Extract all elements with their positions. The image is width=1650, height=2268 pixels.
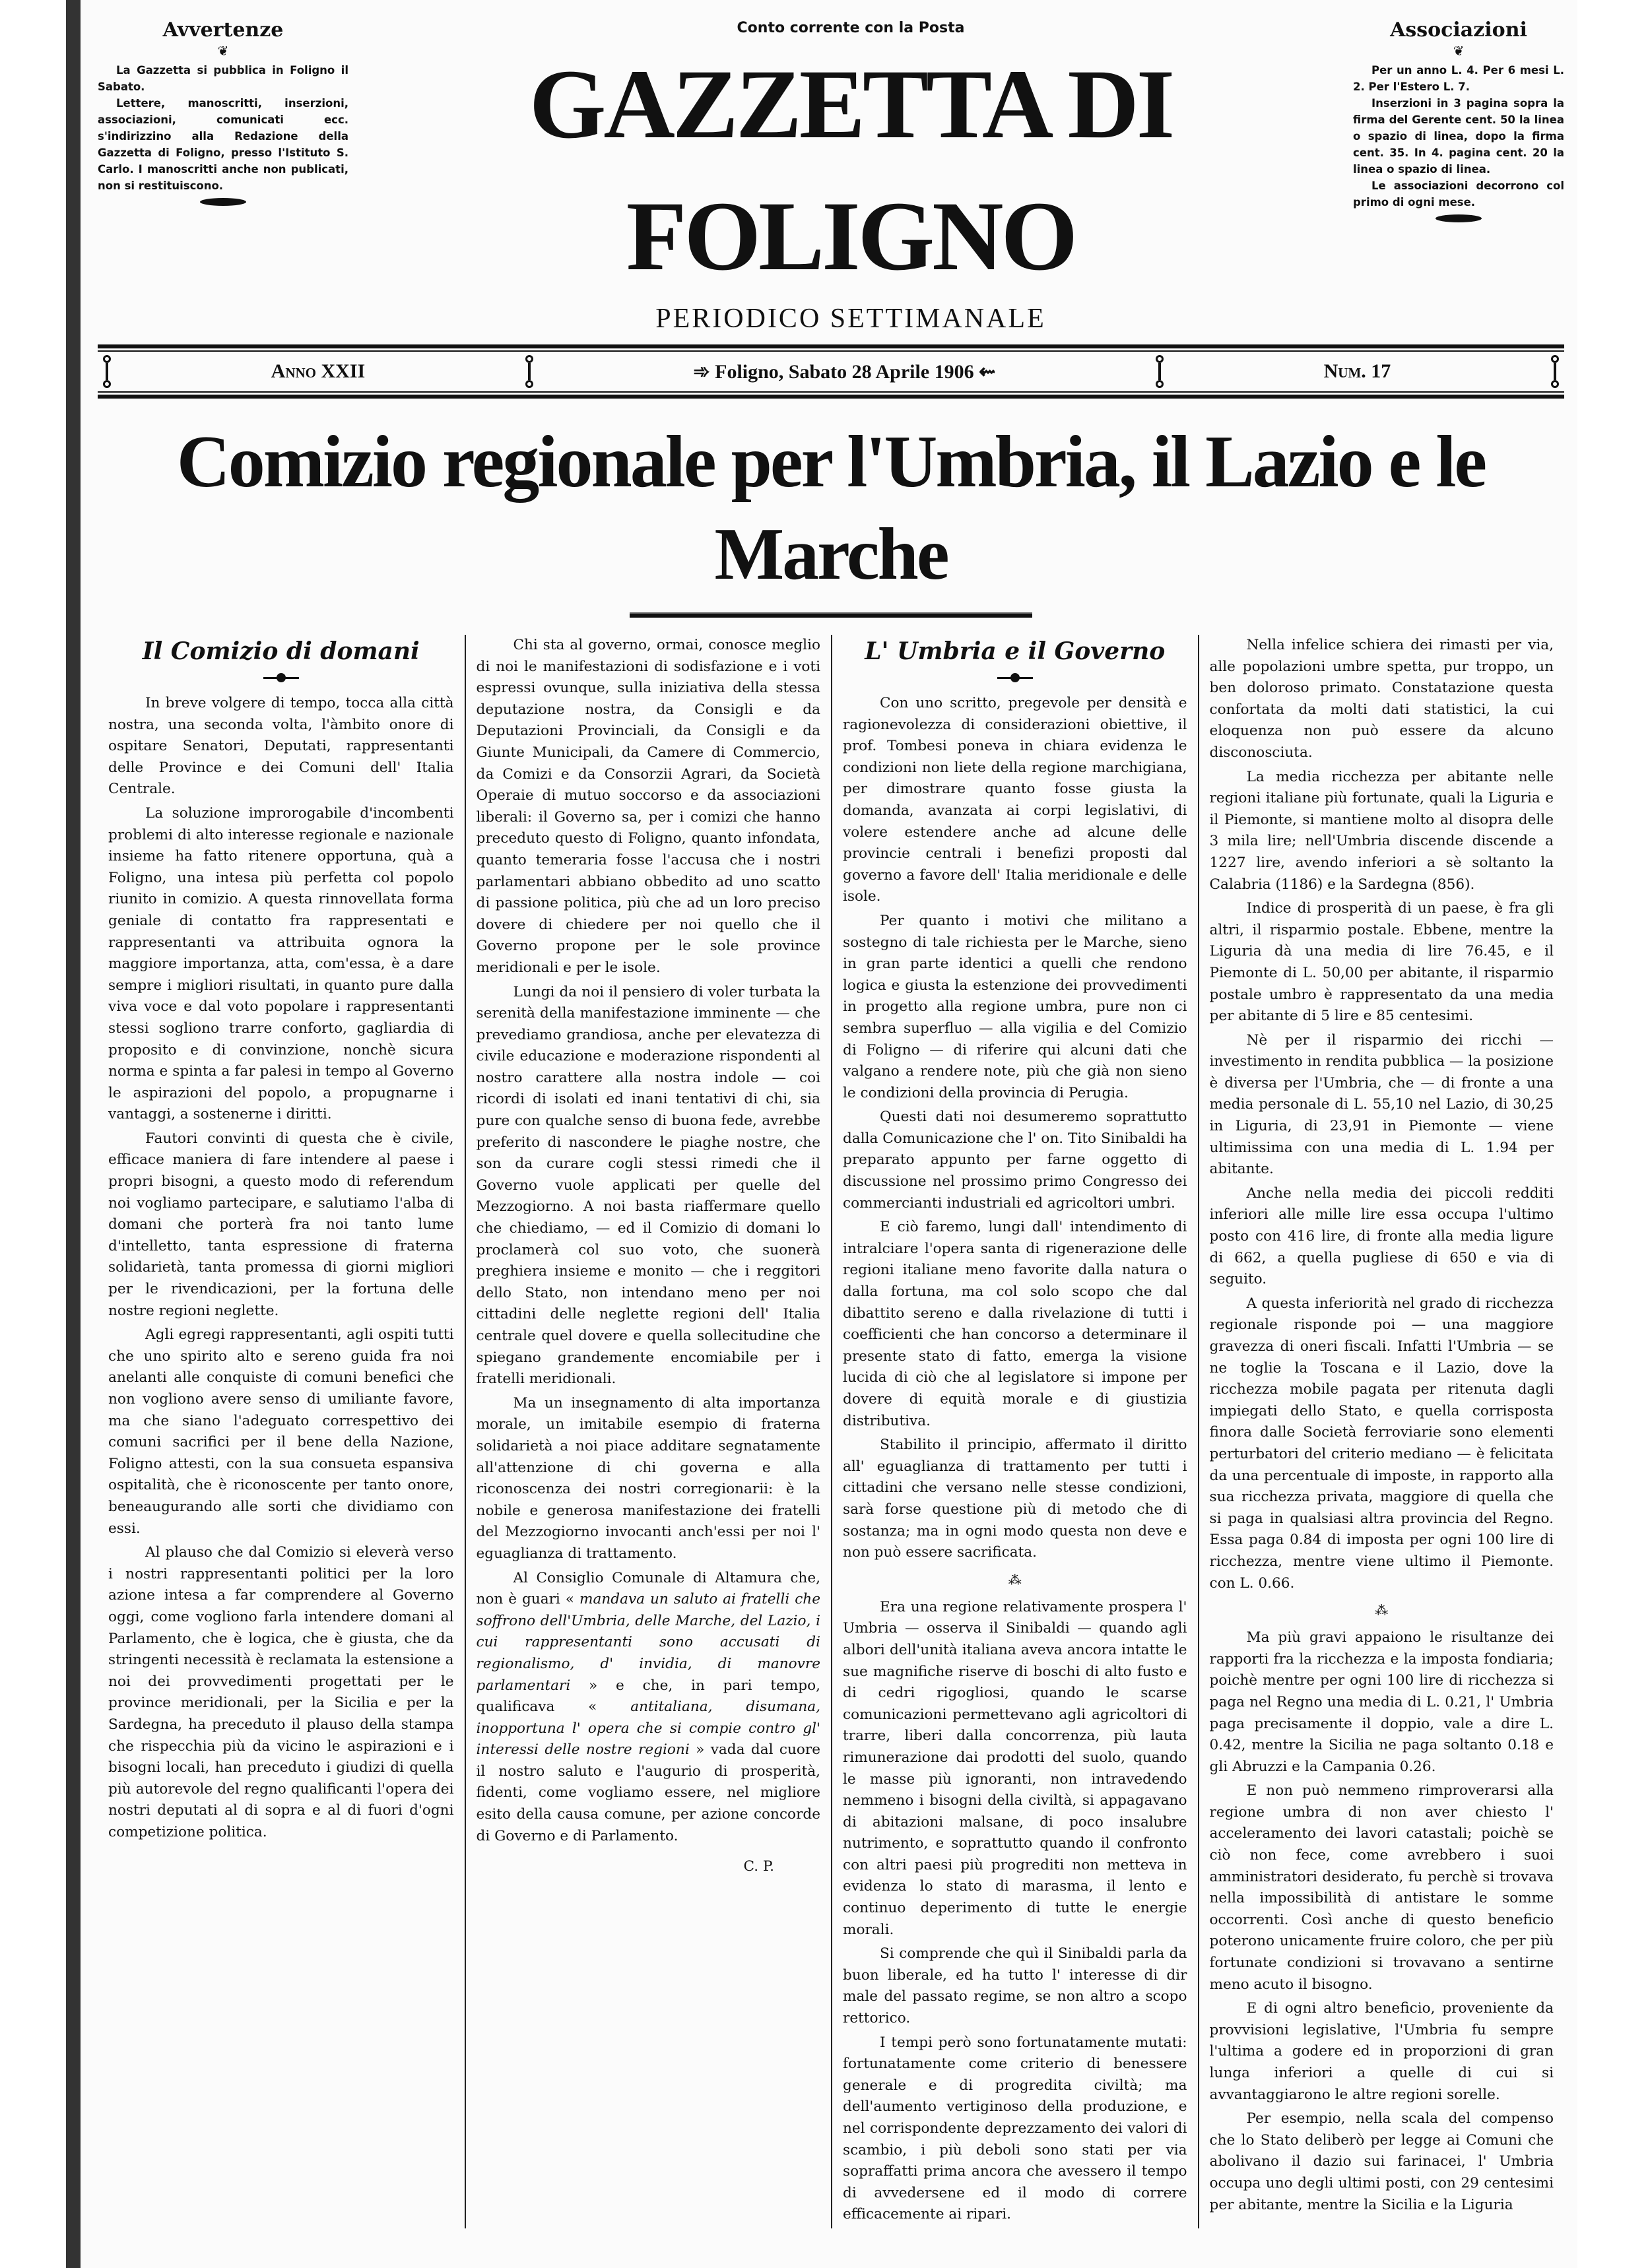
article-paragraph: E ciò faremo, lungi dall' intendimento di intralciare l'opera santa di rigenerazione delle regioni italiane meno favorite dalla natura o dalla fortuna, ma col solo scopo che dal dibattito sereno e dalla rivelazione di tutti i coefficienti che han concorso a determinare il presente stato di fatto, emerga la visione lucida di ciò che al legislatore si impone per dovere di equità morale e di giustizia distributiva.	[843, 1219, 1187, 1429]
associazioni-title: Associazioni	[1390, 18, 1527, 42]
avvertenze-box	[98, 18, 348, 206]
anno-label: Anno XXII	[271, 360, 366, 382]
ornament-divider-icon	[843, 670, 1187, 686]
article-paragraph: Agli egregi rappresentanti, agli ospiti tutti che uno spirito alto e sereno guida fra noi anelanti alle conquiste di comuni benefici che non vogliono avere senso di umiliante favore, ma che siano l'adeguato correspettivo dei comuni sacrifici per il bene della Nazione, Foligno attesti, con la sua consueta espansiva ospitalità, che è riconoscente per tanto onore, beneaugurando alle sorti che dividiamo con essi.	[108, 1326, 454, 1537]
body-columns	[98, 635, 1564, 2228]
article-signature: C. P.	[743, 1858, 774, 1875]
date-bar	[98, 344, 1564, 399]
article-paragraph: La soluzione improrogabile d'incombenti problemi di alto interesse regionale e nazionale insieme ha fatto ritenere opportuna, quà a Foligno, una intesa più perfetta col popolo riunito in comizio. A questa rinnovellata forma geniale di contatto fra rappresentati e rappresentanti va attribuita ognora la maggiore importanza, atta, com'essa, è a dare sempre i migliori risultati, in quanto pure dalla viva voce e dal voto popolare i rappresentanti stessi sogliono trarre conforto, gagliardia di proposito e di convinzione, nonchè sicura norma e spinta a far palesi in tempo al Governo le aspirazioni del popolo, a propugnarne i vantaggi, a sostenerne i diritti.	[108, 804, 454, 1123]
article-paragraph: In breve volgere di tempo, tocca alla città nostra, una seconda volta, l'àmbito onore di ospitare Senatori, Deputati, rappresentanti delle Province e dei Comuni dell' Italia Centrale.	[108, 695, 454, 798]
scroll-ornament-icon	[1550, 354, 1560, 389]
newspaper-page	[66, 0, 1577, 2268]
avvertenze-text: La Gazzetta si pubblica in Foligno il Sabato.	[98, 64, 348, 93]
article-paragraph: Per quanto i motivi che militano a sostegno di tale richiesta per le Marche, sieno in gran parte identici a quelli che rendono logica e giusta la estenzione dei provvedimenti in progetto alla regione umbra, pure non ci sembra superfluo — alla vigilia e del Comizio di Foligno — di riferire qui alcuni dati che valgano a rendere note, più che già non sieno le condizioni della provincia di Perugia.	[843, 912, 1187, 1101]
newspaper-subtitle: PERIODICO SETTIMANALE	[655, 304, 1046, 334]
article-paragraph: Ma più gravi appaiono le risultanze dei rapporti fra la ricchezza e la imposta fondiaria; poichè mentre per ogni 100 lire di ricchezza si paga nel Regno una media di L. 0.21, l' Umbria paga precisamente il doppio, vale a dire L. 0.42, mentre la Sicilia ne paga soltanto 0.18 e gli Abruzzi e la Campania 0.26.	[1209, 1629, 1554, 1775]
arrow-right-icon: ➾	[693, 360, 710, 383]
article-paragraph: Al plauso che dal Comizio si eleverà verso i nostri rappresentanti politici per la loro azione intesa a far comprendere al Governo oggi, come vogliono farla intendere domani al Parlamento, che è logica, che è giusta, che da stringenti necessità è reclamata la estensione a noi dei provvedimenti progettati per le province meridionali, per la Sicilia e per la Sardegna, ha preceduto il plauso della stampa che rispecchia più da vicino le aspirazioni e i bisogni locali, han preceduto i giudizi di quella più autorevole del regno qualificanti l'opera dei nostri deputati al di sopra e al di fuori d'ogni competizione politica.	[108, 1544, 454, 1840]
scroll-ornament-icon	[102, 354, 112, 389]
column-3	[831, 635, 1198, 2228]
article-paragraph: Chi sta al governo, ormai, conosce meglio di noi le manifestazioni di sodisfazione e i voti espressi ovunque, sulla iniziativa della stessa deputazione nostra, da Consigli e da Deputazioni Provinciali, da Consigli e da Giunte Municipali, da Camere di Commercio, da Comizi e da Consorzii Agrari, da Società Operaie di mutuo soccorso e da associazioni liberali: il Governo sa, per i comizi che hanno preceduto questo di Foligno, quanto infondata, quanto temeraria fosse l'accusa che i nostri parlamentari abbiano obbedito ad uno scatto di passione politica, più che ad un loro preciso dovere di chiedere per noi quello che il Governo propone per le sole province meridionali e per le isole.	[476, 637, 820, 976]
issue-number: Num. 17	[1323, 360, 1391, 382]
conto-corrente-note: Conto corrente con la Posta	[737, 20, 965, 36]
associazioni-text: Inserzioni in 3 pagina sopra la firma del Gerente cent. 50 la linea o spazio di linea, dopo la firma cent. 35. In 4. pagina cent. 20 la linea o spazio di linea.	[1353, 97, 1564, 176]
associazioni-text: Per un anno L. 4. Per 6 mesi L. 2. Per l'Estero L. 7.	[1353, 64, 1564, 93]
article-paragraph: Lungi da noi il pensiero di voler turbata la serenità della manifestazione imminente — che prevediamo grandiosa, anche per elevatezza di civile educazione e moderazione rispondenti al nostro carattere alla nostra indole — coi ricordi di isolati ed inani tentativi di chi, sia pure con qualche senso di buona fede, avrebbe preferito di nascondere le piaghe nostre, che son da curare cogli stessi rimedi che il Governo vuole applicati per quelle del Mezzogiorno. A noi basta riaffermare quello che chiediamo, — ed il Comizio di domani lo proclamerà col suo voto, che suonerà preghiera insieme e monito — che i reggitori dello Stato, non intendano meno per noi cittadini delle neglette regioni dell' Italia centrale quel dovere e quella sollecitudine che spiegano grandemente encomiabile per i fratelli meridionali.	[476, 983, 820, 1388]
ornament-end-icon	[98, 198, 348, 206]
article-paragraph: Questi dati noi desumeremo soprattutto dalla Comunicazione che l' on. Tito Sinibaldi ha preparato appunto per farne oggetto di discussione nel prossimo primo Congresso dei commercianti industriali ed agricoltori umbri.	[843, 1109, 1187, 1212]
article-paragraph: Con uno scritto, pregevole per densità e ragionevolezza di considerazioni obiettive, il prof. Tombesi poneva in chiara evidenza le condizioni non liete della regione marchigiana, per dimostrare quanto fosse giusta la domanda, avanzata ai corpi legislativi, di volere estendere anche ad alcune delle provincie centrali i benefizi proposti dal governo a favore dell' Italia meridionale e delle isole.	[843, 695, 1187, 905]
article-paragraph: Nella infelice schiera dei rimasti per via, alle popolazioni umbre spetta, pur troppo, un ben doloroso primato. Constatazione questa confortata da molti dati statistici, la cui eloquenza non può essere da alcuno disconosciuta.	[1209, 637, 1554, 761]
issue-date	[693, 360, 995, 383]
avvertenze-text: Lettere, manoscritti, inserzioni, associazioni, comunicati ecc. s'indirizzino alla Redazione della Gazzetta di Foligno, presso l'Istituto S. Carlo. I manoscritti anche non publicati, non si restituiscono.	[98, 97, 348, 192]
newspaper-title: GAZZETTA DI FOLIGNO	[529, 49, 1173, 291]
ornament-icon: ❦	[217, 43, 229, 59]
issue-date-text: Foligno, Sabato 28 Aprile 1906	[715, 360, 974, 383]
article-paragraph: La media ricchezza per abitante nelle regioni italiane più fortunate, quali la Liguria e il Piemonte, si mantiene molto al disopra delle 3 mila lire; nell'Umbria discende discende a 1227 lire, avendo inferiori a sè soltanto la Calabria (1186) e la Sardegna (856).	[1209, 768, 1554, 893]
article-paragraph: Fautori convinti di questa che è civile, efficace maniera di fare intendere al paese i propri bisogni, a questo modo di referendum noi vogliamo partecipare, e salutiamo l'alba di domani che porterà fra noi tanto lume d'intelletto, tanta espressione di fraterna solidarietà, tanta promessa di giorni migliori per le rivendicazioni, per la fortuna delle nostre regioni neglette.	[108, 1130, 454, 1319]
ornament-divider-icon	[108, 670, 454, 686]
article-paragraph: Per esempio, nella scala del compenso che lo Stato deliberò per legge ai Comuni che abolivano il dazio sui farinacei, l' Umbria occupa uno degli ultimi posti, con 29 centesimi per abitante, mentre la Sicilia e la Liguria	[1209, 2110, 1554, 2213]
article-paragraph-altamura	[477, 1568, 821, 1848]
article-paragraph: E di ogni altro beneficio, proveniente da provvisioni legislative, l'Umbria fu sempre l'ultima a godere ed in proporzioni di gran lunga inferiori a quelle di cui si avvantaggiarono le altre regioni sorelle.	[1209, 2000, 1554, 2103]
date-bar-inner	[98, 350, 1564, 393]
article-paragraph: E non può nemmeno rimproverarsi alla regione umbra di non aver chiesto l' acceleramento dei lavori catastali; poichè se ciò non fece, come avrebbero i suoi amministratori desiderato, fu perchè si trovava nella impossibilità di antistare le somme occorrenti. Così anche di questo beneficio poterono unicamente fruire coloro, che per più fortunate condizioni si trovavano a sentirne meno acuto il bisogno.	[1209, 1782, 1554, 1993]
ornament-end-icon	[1353, 214, 1564, 222]
quote-tail: » vada dal cuore il nostro saluto e l'augurio di prosperità, fidenti, come vogliamo essere, nel migliore esito della causa comune, per azione concorde di Governo e di Parlamento.	[476, 1741, 820, 1844]
quotation: mandava un saluto ai fratelli che soffrono dell'Umbria, delle Marche, del Lazio, i cui rappresentanti sono accusati di regionalismo, d' invidia, di manovre parlamentari	[476, 1591, 820, 1694]
article-paragraph: Nè per il risparmio dei ricchi — investimento in rendita pubblica — la posizione è diversa per l'Umbria, che — di fronte a una media personale di L. 55,10 nel Lazio, di 30,25 in Liguria, di 23,91 in Piemonte — viene ultimissima con una media di L. 1.94 per abitante.	[1209, 1031, 1554, 1178]
masthead-center	[368, 18, 1333, 335]
article-paragraph: I tempi però sono fortunatamente mutati: fortunatamente come criterio di benessere generale e di progredita civiltà; ma dell'aumento vertiginoso della produzione, e nel corrispondente deprezzamento dei valori di scambio, i più deboli sono stati per via sopraffatti prima ancora che avessero il tempo di avvedersene ed il modo di correre efficacemente ai ripari.	[843, 2034, 1187, 2223]
avvertenze-title: Avvertenze	[162, 18, 284, 42]
ornament-icon: ❦	[1453, 43, 1465, 59]
article-title-umbria: L' Umbria e il Governo	[865, 637, 1166, 665]
article-paragraph: Ma un insegnamento di alta importanza morale, un imitabile esempio di fraterna solidarietà a noi piace additare segnatamente all'attenzione di chi governa e alla riconoscenza dei nostri corregionarii: è la nobile e generosa manifestazione dei fratelli del Mezzogiorno invocanti anch'essi per noi l' eguaglianza di trattamento.	[476, 1394, 820, 1562]
article-title-comizio: Il Comizio di domani	[142, 637, 420, 665]
associazioni-box	[1353, 18, 1564, 222]
article-paragraph: Si comprende che quì il Sinibaldi parla da buon liberale, ed ha tutto l' interesse di dir male del passato regime, se non altro a scopo rettorico.	[843, 1945, 1187, 2027]
asterism-icon: ⁂	[1008, 1571, 1022, 1588]
column-2	[465, 635, 832, 2228]
quote-middle: » e che, in pari tempo, qualificava «	[476, 1677, 820, 1716]
article-paragraph: Indice di prosperità di un paese, è fra gli altri, il risparmio postale. Ebbene, mentre la Liguria dà una media di lire 76.45, e il Piemonte di L. 50,00 per abitante, il risparmio postale umbro è rappresentato da una media per abitante di 5 lire e 85 centesimi.	[1209, 900, 1554, 1025]
asterism-icon: ⁂	[1375, 1602, 1389, 1619]
main-headline: Comizio regionale per l'Umbria, il Lazio e le Marche	[176, 421, 1486, 595]
scroll-ornament-icon	[1154, 354, 1165, 389]
quote-lead: Al Consiglio Comunale di Altamura che, non è guari «	[476, 1569, 820, 1608]
article-paragraph: Anche nella media dei piccoli redditi inferiori alle mille lire essa occupa l'ultimo posto con 416 lire, di fronte alla media ligure di 662, a quella pugliese di 650 e via di seguito.	[1209, 1184, 1554, 1288]
article-paragraph: Stabilito il principio, affermato il diritto all' eguaglianza di trattamento per tutti i cittadini che versano nelle stesse condizioni, sarà forse questione più di metodo che di sostanza; ma in ogni modo questa non deve e non può essere sacrificata.	[843, 1437, 1187, 1561]
quotation: antitaliana, disumana, inopportuna l' opera che si compie contro gl' interessi delle nostre regioni	[476, 1699, 820, 1759]
column-4	[1198, 635, 1565, 2228]
arrow-left-icon: ⇜	[979, 360, 996, 383]
scroll-ornament-icon	[524, 354, 535, 389]
article-paragraph: Era una regione relativamente prospera l' Umbria — osserva il Sinibaldi — quando agli albori dell'unità italiana aveva ancora intatte le sue magnifiche riserve di boschi di alto fusto e di cedri rigogliosi, quando le scarse comunicazioni permettevano agli agricoltori di trarre, liberi dalla concorrenza, più lauta rimunerazione dai prodotti del suolo, quando le masse più ignoranti, non intravedendo nemmeno i bisogni della civiltà, si appagavano di abitazioni malsane, di poco insalubre nutrimento, e soprattutto quando il confronto con altri paesi più progrediti non metteva in evidenza lo stato di marasma, il lento e continuo deperimento di tutte le energie morali.	[843, 1598, 1187, 1938]
masthead	[98, 18, 1564, 335]
column-1	[98, 635, 465, 2228]
associazioni-text: Le associazioni decorrono col primo di ogni mese.	[1353, 179, 1564, 209]
headline-rule	[630, 612, 1032, 618]
article-paragraph: A questa inferiorità nel grado di ricchezza regionale risponde poi — una maggiore gravezza di oneri fiscali. Infatti l'Umbria — se ne toglie la Toscana e il Lazio, dove la ricchezza mobile pagata per ritenuta dagli impiegati dello Stato, e quella corrisposta finora dalle Società ferroviarie sono elementi perturbatori del criterio mediano — è felicitata da una percentuale di imposte, in rapporto alla sua ricchezza privata, maggiore di quella che si paga in qualsiasi altra provincia del Regno. Essa paga 0.84 di imposta per ogni 100 lire di ricchezza, mentre viene ultimo il Piemonte. con L. 0.66.	[1209, 1295, 1554, 1592]
